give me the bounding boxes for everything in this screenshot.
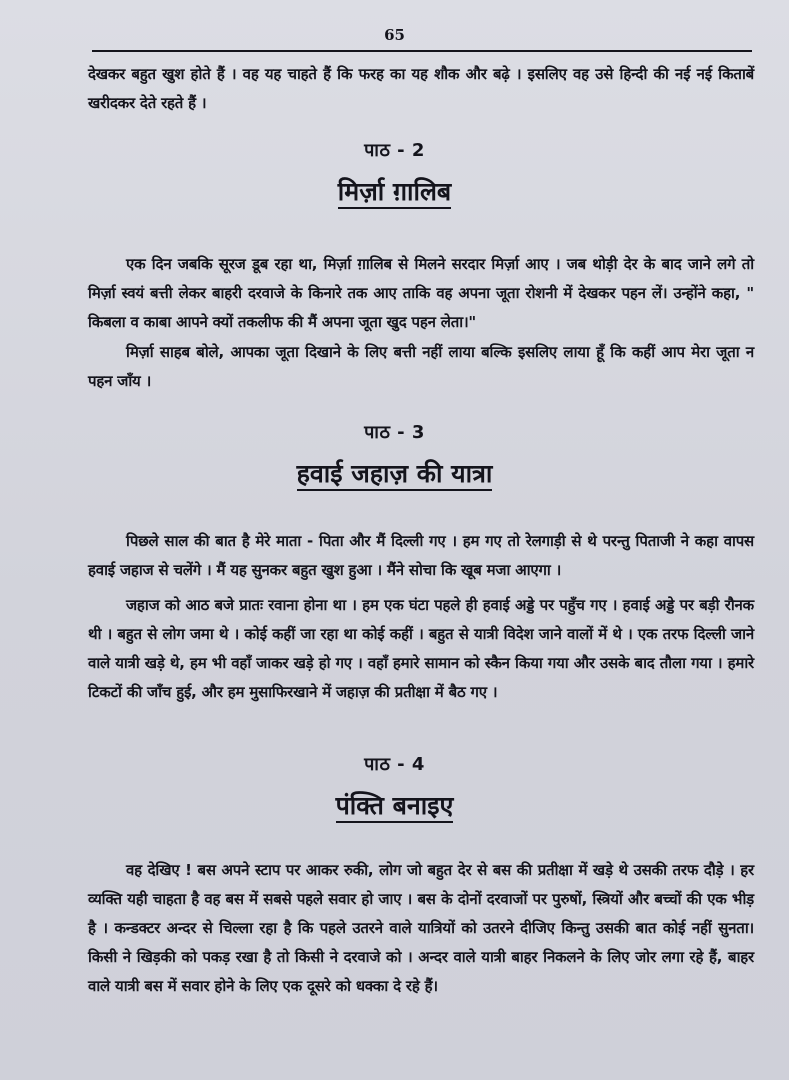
- lesson-2-label: पाठ - 2: [364, 140, 425, 161]
- header-rule: [92, 50, 752, 52]
- lesson-4-label: पाठ - 4: [364, 754, 425, 775]
- lesson-3-paragraph-1: पिछले साल की बात है मेरे माता - पिता और मैं दिल्ली गए । हम गए तो रेलगाड़ी से थे परन्तु पिताजी ने कहा वापस हवाई जहाज से चलेंगे । मैं यह सुनकर बहुत खुश हुआ । मैंने सोचा कि खूब मजा आएगा ।: [88, 532, 754, 579]
- lesson-2-paragraph-1: एक दिन जबकि सूरज डूब रहा था, मिर्ज़ा ग़ालिब से मिलने सरदार मिर्ज़ा आए । जब थोड़ी देर के बाद जाने लगे तो मिर्ज़ा स्वयं बत्ती लेकर बाहरी दरवाजे के किनारे तक आए ताकि वह अपना जूता रोशनी में देखकर पहन लें। उन्होंने कहा, " किबला व काबा आपने क्यों तकलीफ की मैं अपना जूता खुद पहन लेता।": [88, 255, 754, 331]
- lesson-2-title: [0, 174, 789, 208]
- lesson-4-paragraph-1: वह देखिए ! बस अपने स्टाप पर आकर रुकी, लोग जो बहुत देर से बस की प्रतीक्षा में खड़े थे उसकी तरफ दौड़े । हर व्यक्ति यही चाहता है वह बस में सबसे पहले सवार हो जाए । बस के दोनों दरवाजों पर पुरुषों, स्त्रियों और बच्चों की एक भीड़ है । कन्डक्टर अन्दर से चिल्ला रहा है कि पहले उतरने वाले यात्रियों को उतरने दीजिए किन्तु उसकी बात कोई नहीं सुनता। किसी ने खिड़की को पकड़ रखा है तो किसी ने दरवाजे को । अन्दर वाले यात्री बाहर निकलने के लिए जोर लगा रहे हैं, बाहर वाले यात्री बस में सवार होने के लिए एक दूसरे को धक्का दे रहे हैं।: [88, 861, 754, 995]
- lesson-4-title: [0, 788, 789, 822]
- lesson-3-title: [0, 456, 789, 490]
- lesson-3-label: पाठ - 3: [364, 422, 425, 443]
- page-number: 65: [384, 26, 405, 44]
- lesson-4-title-text: पंक्ति बनाइए: [336, 791, 454, 823]
- lesson-2-paragraph-2: मिर्ज़ा साहब बोले, आपका जूता दिखाने के लिए बत्ती नहीं लाया बल्कि इसलिए लाया हूँ कि कहीं आप मेरा जूता न पहन जाँय ।: [88, 343, 754, 390]
- lesson-2-title-text: मिर्ज़ा ग़ालिब: [338, 177, 451, 209]
- lesson-3-title-text: हवाई जहाज़ की यात्रा: [297, 459, 493, 491]
- lesson-3-paragraph-2: जहाज को आठ बजे प्रातः रवाना होना था । हम एक घंटा पहले ही हवाई अड्डे पर पहुँच गए । हवाई अड्डे पर बड़ी रौनक थी । बहुत से लोग जमा थे । कोई कहीं जा रहा था कोई कहीं । बहुत से यात्री विदेश जाने वालों में थे । एक तरफ दिल्ली जाने वाले यात्री खड़े थे, हम भी वहाँ जाकर खड़े हो गए । वहाँ हमारे सामान को स्कैन किया गया और उसके बाद तौला गया । हमारे टिकटों की जाँच हुई, और हम मुसाफिरखाने में जहाज़ की प्रतीक्षा में बैठ गए ।: [88, 596, 754, 701]
- intro-paragraph: देखकर बहुत खुश होते हैं । वह यह चाहते हैं कि फरह का यह शौक और बढ़े । इसलिए वह उसे हिन्दी की नई नई किताबें खरीदकर देते रहते हैं ।: [88, 65, 754, 112]
